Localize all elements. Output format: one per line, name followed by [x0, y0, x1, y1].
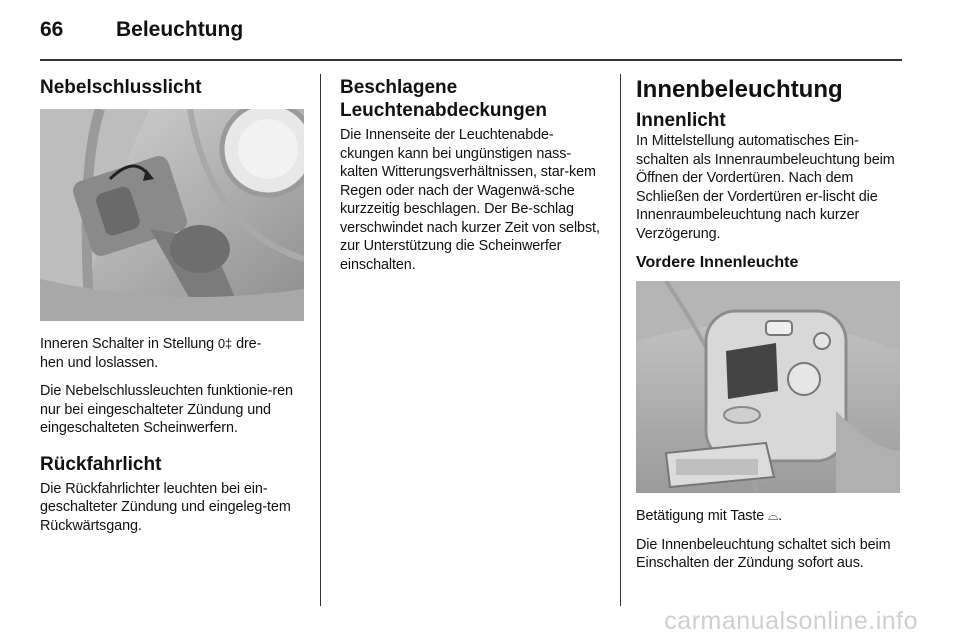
paragraph-button: Betätigung mit Taste ⌓.: [636, 508, 783, 524]
watermark: carmanualsonline.info: [664, 607, 918, 635]
column-2: [340, 76, 606, 274]
column-3: [622, 76, 904, 573]
paragraph-ignition: Die Innenbeleuchtung schaltet sich beim Einschalten der Zündung sofort aus.: [636, 536, 891, 571]
column-1: [40, 76, 306, 535]
page-number: 66: [40, 18, 64, 41]
header-rule: [40, 59, 902, 61]
column-divider-1: [320, 74, 321, 606]
subheading-vordere-innenleuchte: Vordere Innenleuchte: [636, 254, 799, 271]
paragraph-reverse-light: Die Rückfahrlichter leuchten bei ein-geschalteter Zündung und eingeleg-tem Rückwärtsgang.: [40, 480, 291, 534]
paragraph-switch: Inneren Schalter in Stellung 0‡ dre- hen und loslassen.: [40, 336, 262, 371]
page-title: Beleuchtung: [116, 18, 244, 41]
column-divider-2: [620, 74, 621, 606]
section-heading-nebelschlusslicht: Nebelschlusslicht: [40, 77, 202, 98]
interior-light-symbol-icon: ⌓: [768, 508, 779, 523]
paragraph-fog-function: Die Nebelschlussleuchten funktionie-ren nur bei eingeschalteter Zündung und eingeschalteten Scheinwerfern.: [40, 383, 293, 436]
front-interior-light-illustration: [636, 281, 900, 493]
fog-light-switch-illustration: [40, 109, 304, 321]
paragraph-interior-light: In Mittelstellung automatisches Ein-schalten als Innenraumbeleuchtung beim Öffnen der Vordertüren. Nach dem Schließen der Vordertüren er-lischt die Innenraumbeleuchtung nach kurzer Verzögerung.: [636, 133, 895, 242]
section-heading-rueckfahrlicht: Rückfahrlicht: [40, 453, 162, 475]
section-heading-beschlagene: Beschlagene Leuchtenabdeckungen: [340, 77, 547, 121]
subheading-innenlicht: Innenlicht: [636, 110, 726, 131]
fog-light-symbol-icon: 0‡: [217, 336, 233, 351]
section-heading-innenbeleuchtung: Innenbeleuchtung: [636, 76, 843, 103]
paragraph-condensation: Die Innenseite der Leuchtenabde-ckungen kann bei ungünstigen nass-kalten Witterungsverhältnissen, star-kem Regen oder nach der Wagenwä-sche kurzzeitig beschlagen. Der Be-schlag verschwindet nach kurzer Zeit von selbst, zur Unterstützung die Scheinwerfer einschalten.: [340, 127, 600, 273]
